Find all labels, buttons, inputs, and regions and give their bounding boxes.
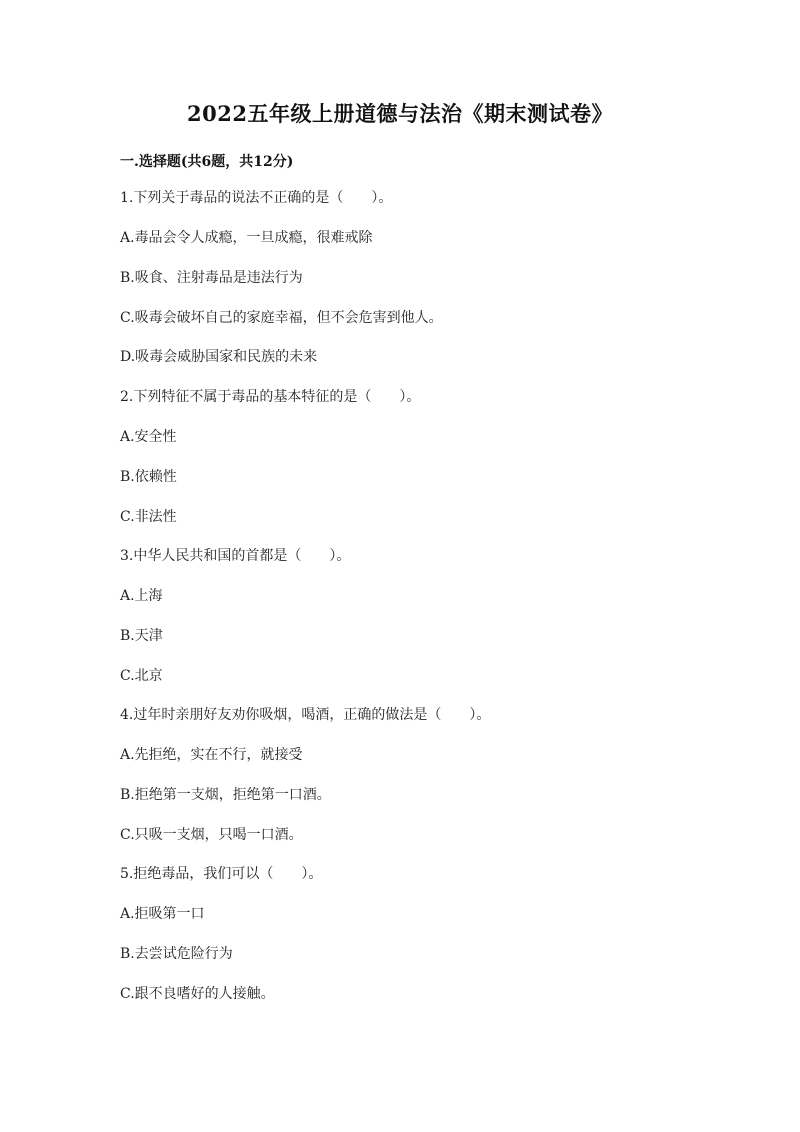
question-3-option-b: B.天津 (120, 628, 163, 644)
section-heading: 一.选择题(共6题，共12分) (120, 154, 294, 170)
page-title: 2022五年级上册道德与法治《期末测试卷》 (187, 101, 613, 126)
question-5-option-a: A.拒吸第一口 (120, 906, 205, 922)
question-3-stem: 3.中华人民共和国的首都是（ ）。 (120, 548, 351, 564)
question-1-option-a: A.毒品会令人成瘾，一旦成瘾，很难戒除 (120, 230, 373, 246)
question-5-option-c: C.跟不良嗜好的人接触。 (120, 986, 275, 1002)
question-4-stem: 4.过年时亲朋好友劝你吸烟，喝酒，正确的做法是（ ）。 (120, 707, 491, 723)
question-2-stem: 2.下列特征不属于毒品的基本特征的是（ ）。 (120, 389, 421, 405)
question-5-option-b: B.去尝试危险行为 (120, 946, 233, 962)
question-2-option-a: A.安全性 (120, 429, 177, 445)
question-4-option-b: B.拒绝第一支烟，拒绝第一口酒。 (120, 787, 331, 803)
question-4-option-c: C.只吸一支烟，只喝一口酒。 (120, 827, 303, 843)
question-4-option-a: A.先拒绝，实在不行，就接受 (120, 747, 303, 763)
question-2-option-b: B.依赖性 (120, 469, 177, 485)
question-1-option-d: D.吸毒会威胁国家和民族的未来 (120, 349, 318, 365)
question-1-option-c: C.吸毒会破坏自己的家庭幸福，但不会危害到他人。 (120, 310, 443, 326)
question-1-option-b: B.吸食、注射毒品是违法行为 (120, 270, 303, 286)
question-3-option-a: A.上海 (120, 588, 163, 604)
question-3-option-c: C.北京 (120, 668, 163, 684)
question-5-stem: 5.拒绝毒品，我们可以（ ）。 (120, 866, 323, 882)
question-1-stem: 1.下列关于毒品的说法不正确的是（ ）。 (120, 190, 393, 206)
question-2-option-c: C.非法性 (120, 509, 177, 525)
